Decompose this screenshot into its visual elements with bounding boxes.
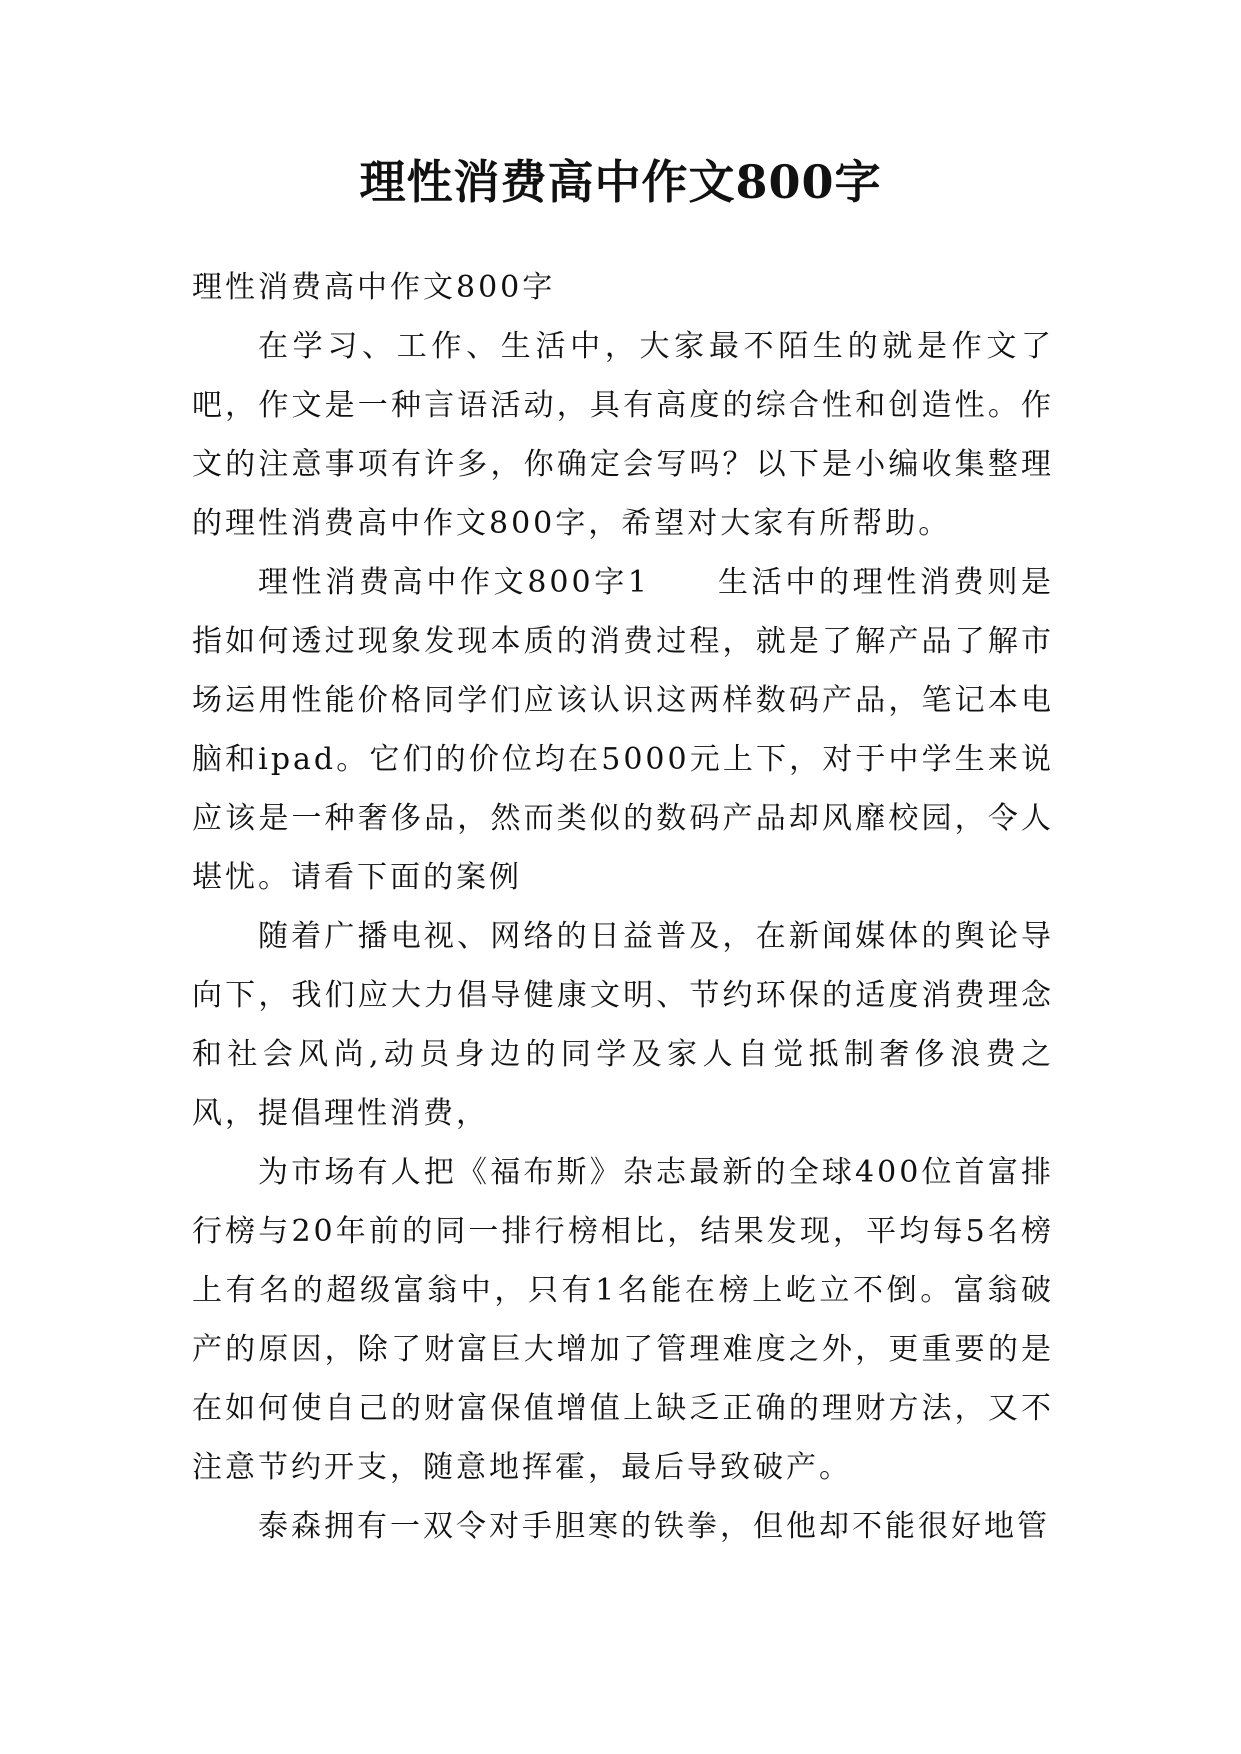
document-title: 理性消费高中作文800字 <box>359 155 882 209</box>
paragraph: 为市场有人把《福布斯》杂志最新的全球400位首富排行榜与20年前的同一排行榜相比，结果发现，平均每5名榜上有名的超级富翁中，只有1名能在榜上屹立不倒。富翁破产的原因，除了财富巨大增加了管理难度之外，更重要的是在如何使自己的财富保值增值上缺乏正确的理财方法，又不注意节约开支，随意地挥霍，最后导致破产。 <box>192 1155 1054 1485</box>
paragraph: 随着广播电视、网络的日益普及，在新闻媒体的舆论导向下，我们应大力倡导健康文明、节约环保的适度消费理念和社会风尚,动员身边的同学及家人自觉抵制奢侈浪费之风，提倡理性消费， <box>192 919 1054 1131</box>
paragraph: 在学习、工作、生活中，大家最不陌生的就是作文了吧，作文是一种言语活动，具有高度的综合性和创造性。作文的注意事项有许多，你确定会写吗？以下是小编收集整理的理性消费高中作文800字，希望对大家有所帮助。 <box>192 329 1054 541</box>
document-body <box>192 258 1054 1556</box>
body-subtitle: 理性消费高中作文800字 <box>192 270 556 305</box>
paragraph: 理性消费高中作文800字1 生活中的理性消费则是指如何透过现象发现本质的消费过程，就是了解产品了解市场运用性能价格同学们应该认识这两样数码产品，笔记本电脑和ipad。它们的价位均在5000元上下，对于中学生来说应该是一种奢侈品，然而类似的数码产品却风靡校园，令人堪忧。请看下面的案例 <box>192 565 1054 895</box>
paragraph: 泰森拥有一双令对手胆寒的铁拳，但他却不能很好地管 <box>258 1509 1050 1544</box>
